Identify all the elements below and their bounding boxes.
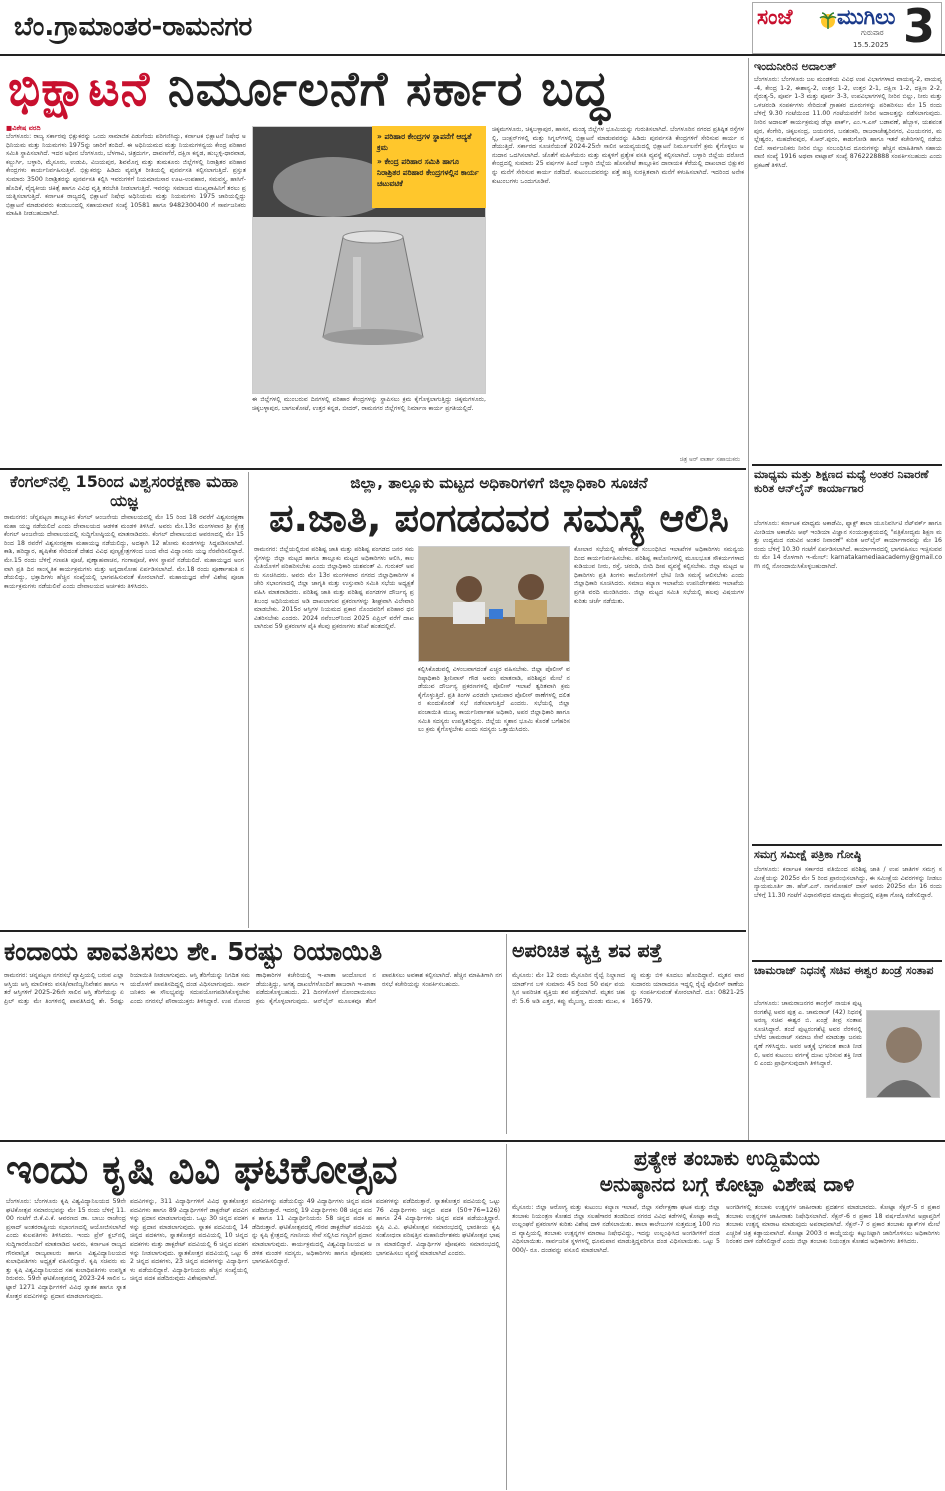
masthead-name-part1: ಸಂಜೆ [757, 5, 793, 29]
lead-headline-red: ಭಿಕ್ಷಾಟನೆ [8, 61, 151, 117]
sidebar-divider [748, 58, 749, 1140]
info-item: » ಕೇಂದ್ರ ಪರಿಹಾರ ಸಮಿತಿ ಹಾಗೂ ನಿರಾಶ್ರಿತರ ಪರಿಹಾರ ಕೇಂದ್ರಗಳಲ್ಲಿನ ಕಾರ್ಯ ಚಟುವಟಿಕೆ [377, 157, 479, 188]
tobacco-headline-line2: ಅನುಷ್ಠಾನದ ಬಗ್ಗೆ ಕೋಟ್ಪಾ ವಿಶೇಷ ದಾಳಿ [599, 1172, 855, 1196]
meeting-photo [418, 546, 570, 662]
lead-col2-text: ಈ ಜಿಲ್ಲೆಗಳಲ್ಲಿ ಮುಂಬರುವ ದಿನಗಳಲ್ಲಿ ಪರಿಹಾರ ಕೇಂದ್ರಗಳನ್ನು ಸ್ಥಾಪಿಸಲು ಕ್ರಮ ಕೈಗೊಳ್ಳಲಾಗುತ್ತಿದ್ದು ಚಿಕ್ಕಮಗಳೂರು, ಚಿಕ್ಕಬಳ್ಳಾಪುರ, ಬಾಗಲಕೋಟೆ, ಉತ್ತರ ಕನ್ನಡ, ಬೀದರ್, ರಾಮನಗರ ಜಿಲ್ಲೆಗಳಲ್ಲಿ ನಿರ್ಮಾಣ ಕಾರ್ಯ ಪ್ರಗತಿಯಲ್ಲಿದೆ. [252, 396, 486, 412]
lead-headline [0, 58, 750, 120]
header-rule [0, 54, 945, 56]
lead-col1-text: ಬೆಂಗಳೂರು: ರಾಜ್ಯ ಸರ್ಕಾರವು ಭಿಕ್ಷುಕರನ್ನು ಒಂದು ಸಾಮಾಜಿಕ ಪಿಡುಗೆಂದು ಪರಿಗಣಿಸಿದ್ದು, ಕರ್ನಾಟಕ ಭಿಕ್ಷಾಟನೆ ನಿಷೇಧ ಅಧಿನಿಯಮ ಮತ್ತು ನಿಯಮಗಳು 1975ನ್ನು ಜಾರಿಗೆ ತಂದಿದೆ. ಈ ಅಧಿನಿಯಮದ ಮತ್ತು ನಿಯಮಗಳನ್ವಯ ಕೇಂದ್ರ ಪರಿಹಾರ ಸಮಿತಿ ಸ್ಥಾಪಿಸಲಾಗಿದೆ. ಇದರ ಅಧೀನ ಬೆಂಗಳೂರು, ಬೆಳಗಾವಿ, ಚಿತ್ರದುರ್ಗ, ದಾವಣಗೆರೆ, ದಕ್ಷಿಣ ಕನ್ನಡ, ಹುಬ್ಬಳ್ಳಿ-ಧಾರವಾಡ, ಕಲ್ಬುರ್ಗಿ, ಬಳ್ಳಾರಿ, ಮೈಸೂರು, ಉಡುಪಿ, ವಿಜಯಪುರ, ಶಿವಮೊಗ್ಗ ಮತ್ತು ತುಮಕೂರು ಜಿಲ್ಲೆಗಳಲ್ಲಿ ನಿರಾಶ್ರಿತರ ಪರಿಹಾರ ಕೇಂದ್ರಗಳು ಕಾರ್ಯನಿರ್ವಹಿಸುತ್ತಿವೆ. ಭಿಕ್ಷುಕರನ್ನು ಹಿಡಿದು ವ್ಯವಸ್ಥಿತ ರೀತಿಯಲ್ಲಿ ಪುನರ್ವಸತಿ ಕಲ್ಪಿಸಲಾಗುತ್ತಿದೆ. ಪ್ರಸ್ತುತ ಸುಮಾರು 3500 ನಿರಾಶ್ರಿತರನ್ನು ಪುನರ್ವಸತಿ ಕಲ್ಪಿಸಿ ಇವರುಗಳಿಗೆ ನಿಯಮಾನುಸಾರ ಊಟ-ಉಪಹಾರ, ಸಮವಸ್ತ್ರ, ಹಾಸಿಗೆ-ಹೊದಿಕೆ, ವೈದ್ಯಕೀಯ ಚಿಕಿತ್ಸೆ ಹಾಗೂ ವಿವಿಧ ವೃತ್ತಿ ತರಬೇತಿ ನೀಡಲಾಗುತ್ತಿದೆ. ಇವರನ್ನು ಸಮಾಜದ ಮುಖ್ಯವಾಹಿನಿಗೆ ತರಲು ಪ್ರಯತ್ನಿಸಲಾಗುತ್ತಿದೆ. ಕರ್ನಾಟಕ ರಾಜ್ಯದಲ್ಲಿ ಭಿಕ್ಷಾಟನೆ ನಿಷೇಧ ಅಧಿನಿಯಮ ಮತ್ತು ನಿಯಮಗಳು 1975 ಜಾರಿಯಲ್ಲಿದ್ದು ಭಿಕ್ಷಾಟನೆ ಮಾಡುವವರು ಕಂಡುಬಂದಲ್ಲಿ ಸಹಾಯವಾಣಿ ಸಂಖ್ಯೆ 10581 ಹಾಗೂ 9482300400 ಗೆ ಸಾರ್ವಜನಿಕರು ಮಾಹಿತಿ ನೀಡಬಹುದಾಗಿದೆ. [6, 133, 246, 218]
scst-col3-text: ಕೋಲಾರ ಸಭೆಯಲ್ಲಿ ಹೇಳಿದಂತೆ ಸಂಬಂಧಿಸಿದ ಇಲಾಖೆಗಳ ಅಧಿಕಾರಿಗಳು ಸಮನ್ವಯದಿಂದ ಕಾರ್ಯನಿರ್ವಹಿಸಬೇಕು. ಪರಿಶಿಷ್ಟ ಕಾಲೋನಿಗಳಲ್ಲಿ ಮೂಲಭೂತ ಸೌಕರ್ಯಗಳಾದ ಕುಡಿಯುವ ನೀರು, ರಸ್ತೆ, ಚರಂಡಿ, ಬೀದಿ ದೀಪ ವ್ಯವಸ್ಥೆ ಕಲ್ಪಿಸಬೇಕು. ಜಿಲ್ಲಾ ಮಟ್ಟದ ಅಧಿಕಾರಿಗಳು ಪ್ರತಿ ತಿಂಗಳು ಕಾಲೋನಿಗಳಿಗೆ ಭೇಟಿ ನೀಡಿ ಸಮಸ್ಯೆ ಆಲಿಸಬೇಕು ಎಂದು ಜಿಲ್ಲಾಧಿಕಾರಿ ಸೂಚಿಸಿದರು. ಸಮಾಜ ಕಲ್ಯಾಣ ಇಲಾಖೆಯ ಉಪನಿರ್ದೇಶಕರು ಇಲಾಖೆಯ ಪ್ರಗತಿ ವರದಿ ಮಂಡಿಸಿದರು. ಜಿಲ್ಲಾ ಮಟ್ಟದ ಸಮಿತಿ ಸಭೆಯಲ್ಲಿ ಹಲವು ವಿಷಯಗಳ ಕುರಿತು ಚರ್ಚೆ ನಡೆಯಿತು. [574, 546, 744, 605]
sidebar-rule [752, 464, 942, 466]
masthead-day: ಗುರುವಾರ [861, 29, 884, 37]
sidebar-rule [752, 960, 942, 962]
meeting-illustration [419, 547, 570, 662]
sidebar-obit-title: ಚಾಮರಾಜ್ ನಿಧನಕ್ಕೆ ಸಚಿವ ಈಶ್ವರ ಖಂಡ್ರೆ ಸಂತಾಪ [754, 964, 934, 977]
lead-headline-black: ನಿರ್ಮೂಲನೆಗೆ ಸರ್ಕಾರ ಬದ್ಧ [167, 61, 611, 117]
section-rule [0, 930, 746, 932]
portrait-placeholder-icon [867, 1011, 940, 1098]
tax-text: ರಾಮನಗರ: ಚನ್ನಪಟ್ಟಣ ನಗರಸಭೆ ವ್ಯಾಪ್ತಿಯಲ್ಲಿ ಬರುವ ಎಲ್ಲಾ ಆಸ್ತಿಯ ಆಸ್ತಿ ಮಾಲೀಕರು ವಸತಿ/ವಾಣಿಜ್ಯ/ನಿವೇಶನ ಹಾಗೂ ಇತರೆ ಆಸ್ತಿಗಳಿಗೆ 2025-26ನೇ ಸಾಲಿನ ಆಸ್ತಿ ತೆರಿಗೆಯನ್ನು ಏಪ್ರಿಲ್ ಮತ್ತು ಮೇ ತಿಂಗಳಿನಲ್ಲಿ ಪಾವತಿಸಿದಲ್ಲಿ ಶೇ. 5ರಷ್ಟು ರಿಯಾಯಿತಿ ನೀಡಲಾಗುವುದು. ಆಸ್ತಿ ತೆರಿಗೆಯನ್ನು ನಿಗದಿತ ಸಮಯದೊಳಗೆ ಪಾವತಿಸದಿದ್ದಲ್ಲಿ ದಂಡ ವಿಧಿಸಲಾಗುವುದು. ಸಾರ್ವಜನಿಕರು ಈ ಸೌಲಭ್ಯವನ್ನು ಸದುಪಯೋಗಪಡಿಸಿಕೊಳ್ಳಬೇಕು ಎಂದು ನಗರಸಭೆ ಪೌರಾಯುಕ್ತರು ತಿಳಿಸಿದ್ದಾರೆ. ಉಪ ನೋಂದಣಾಧಿಕಾರಿಗಳ ಕಚೇರಿಯಲ್ಲಿ ಇ-ಖಾತಾ ಆಂದೋಲನ ನಡೆಯುತ್ತಿದ್ದು, ಅಗತ್ಯ ದಾಖಲೆಗಳೊಂದಿಗೆ ಹಾಜರಾಗಿ ಇ-ಖಾತಾ ಪಡೆದುಕೊಳ್ಳಬಹುದು. 21 ದಿನಗಳೊಳಗೆ ನೋಂದಾಯಿಸಲು ಕ್ರಮ ಕೈಗೊಳ್ಳಲಾಗುವುದು. ಆನ್‌ಲೈನ್ ಮೂಲಕವೂ ತೆರಿಗೆ ಪಾವತಿಸಲು ಅವಕಾಶ ಕಲ್ಪಿಸಲಾಗಿದೆ. ಹೆಚ್ಚಿನ ಮಾಹಿತಿಗಾಗಿ ನಗರಸಭೆ ಕಚೇರಿಯನ್ನು ಸಂಪರ್ಕಿಸಬಹುದು. [4, 972, 502, 1005]
sidebar-review-text: ಬೆಂಗಳೂರು: ಕರ್ನಾಟಕ ಸರ್ಕಾರದ ವತಿಯಿಂದ ಪರಿಶಿಷ್ಟ ಜಾತಿ / ಉಪ ಜಾತಿಗಳ ಸಮಗ್ರ ಸಮೀಕ್ಷೆಯನ್ನು 2025ರ ಮೇ 5 ರಿಂದ ಪ್ರಾರಂಭಿಸಲಾಗಿದ್ದು, ಈ ಸಮೀಕ್ಷೆಯ ವಿವರಗಳನ್ನು ನೀಡಲು ನ್ಯಾಯಮೂರ್ತಿ ಡಾ. ಹೆಚ್.ಎನ್. ನಾಗಮೋಹನ್ ದಾಸ್ ಅವರು 2025ರ ಮೇ 16 ರಂದು ಬೆಳಿಗ್ಗೆ 11.30 ಗಂಟೆಗೆ ವಿಧಾನಸೌಧದ ಮಾಧ್ಯಮ ಕೇಂದ್ರದಲ್ಲಿ ಪತ್ರಿಕಾ ಗೋಷ್ಠಿ ನಡೆಸಲಿದ್ದಾರೆ. [754, 866, 942, 899]
lead-credit: ಚಿತ್ರ ಅರ್ ವಾರ್ತಾ ಸಹಾಯಕರು [679, 456, 740, 463]
convocation-col3-text: ಪದವಿಗಳನ್ನು ಪಡೆಯಲಿದ್ದು 49 ವಿದ್ಯಾರ್ಥಿಗಳು ಚಿನ್ನದ ಪದಕ ಪಡೆದಿರುತ್ತಾರೆ. ಇದರಲ್ಲಿ 19 ವಿದ್ಯಾರ್ಥಿಗಳು 08 ಚಿನ್ನದ ಪದಕ ಹಾಗೂ 11 ವಿದ್ಯಾರ್ಥಿನಿಯರು 58 ಚಿನ್ನದ ಪದಕ ಪಡೆದಿರುತ್ತಾರೆ. ಘಟಿಕೋತ್ಸವದಲ್ಲಿ ಗೌರವ ಡಾಕ್ಟರೇಟ್ ಪದವಿಯನ್ನು ಕೃಷಿ ಕ್ಷೇತ್ರದಲ್ಲಿ ಗಣನೀಯ ಸೇವೆ ಸಲ್ಲಿಸಿದ ಗಣ್ಯರಿಗೆ ಪ್ರದಾನ ಮಾಡಲಾಗುವುದು. ಕಾರ್ಯಕ್ರಮದಲ್ಲಿ ವಿಶ್ವವಿದ್ಯಾನಿಲಯದ ಆಡಳಿತ ಮಂಡಳಿ ಸದಸ್ಯರು, ಅಧಿಕಾರಿಗಳು ಹಾಗೂ ಪೋಷಕರು ಭಾಗವಹಿಸಲಿದ್ದಾರೆ. [252, 1198, 372, 1266]
kengal-headline: ಕೆಂಗಲ್‌ನಲ್ಲಿ 15ರಿಂದ ವಿಶ್ವಸಂರಕ್ಷಣಾ ಮಹಾ ಯಜ್ಞ [9, 472, 239, 510]
sidebar-media-title: ಮಾಧ್ಯಮ ಮತ್ತು ಶಿಕ್ಷಣದ ಮಧ್ಯೆ ಅಂತರ ನಿವಾರಣೆ ಕುರಿತ ಆನ್‌ಲೈನ್ ಕಾರ್ಯಾಗಾರ [754, 468, 929, 495]
convocation-col4-text: ಪದಕಗಳನ್ನು ಪಡೆದಿರುತ್ತಾರೆ. ಸ್ನಾತಕೋತ್ತರ ಪದವಿಯಲ್ಲಿ ಒಟ್ಟು 76 ವಿದ್ಯಾರ್ಥಿಗಳು ಚಿನ್ನದ ಪದಕ (50+76=126) ಹಾಗೂ 24 ವಿದ್ಯಾರ್ಥಿಗಳು ಚಿನ್ನದ ಪದಕ ಪಡೆಯುತ್ತಿದ್ದಾರೆ. ಕೃಷಿ ವಿ.ವಿ. ಘಟಿಕೋತ್ಸವ ಸಮಾರಂಭದಲ್ಲಿ ಭಾರತೀಯ ಕೃಷಿ ಸಂಶೋಧನಾ ಪರಿಷತ್ತಿನ ಮಹಾನಿರ್ದೇಶಕರು ಘಟಿಕೋತ್ಸವ ಭಾಷಣ ಮಾಡಲಿದ್ದಾರೆ. ವಿದ್ಯಾರ್ಥಿಗಳ ಪೋಷಕರು ಸಮಾರಂಭದಲ್ಲಿ ಭಾಗವಹಿಸಲು ವ್ಯವಸ್ಥೆ ಮಾಡಲಾಗಿದೆ ಎಂದರು. [376, 1198, 500, 1257]
tobacco-col2-text: ಅಂಗಡಿಗಳಲ್ಲಿ ತಂಬಾಕು ಉತ್ಪನ್ನಗಳ ಜಾಹೀರಾತು ಪ್ರದರ್ಶನ ಮಾಡಬಾರದು. ಕೋಟ್ಪಾ ಸೆಕ್ಷನ್-5 ರ ಪ್ರಕಾರ ತಂಬಾಕು ಉತ್ಪನ್ನಗಳ ಜಾಹೀರಾತು ನಿಷೇಧಿಸಲಾಗಿದೆ. ಸೆಕ್ಷನ್-6 ರ ಪ್ರಕಾರ 18 ವರ್ಷದೊಳಗಿನ ಅಪ್ರಾಪ್ತರಿಗೆ ತಂಬಾಕು ಉತ್ಪನ್ನ ಮಾರಾಟ ಮಾಡುವುದು ಅಪರಾಧವಾಗಿದೆ. ಸೆಕ್ಷನ್-7 ರ ಪ್ರಕಾರ ತಂಬಾಕು ಪ್ಯಾಕ್‌ಗಳ ಮೇಲೆ ಎಚ್ಚರಿಕೆ ಚಿತ್ರ ಕಡ್ಡಾಯವಾಗಿದೆ. ಕೋಟ್ಪಾ 2003 ರ ಕಾಯ್ದೆಯನ್ನು ಕಟ್ಟುನಿಟ್ಟಾಗಿ ಜಾರಿಗೊಳಿಸಲು ಅಧಿಕಾರಿಗಳು ನಿರಂತರ ದಾಳಿ ನಡೆಸಲಿದ್ದಾರೆ ಎಂದು ಜಿಲ್ಲಾ ತಂಬಾಕು ನಿಯಂತ್ರಣ ಕೋಶದ ಅಧಿಕಾರಿಗಳು ತಿಳಿಸಿದರು. [726, 1204, 940, 1246]
sidebar-obit-text: ಬೆಂಗಳೂರು: ಚಾಮರಾಜನಗರ ಕಾಂಗ್ರೆಸ್ ನಾಯಕ ಪುಟ್ಟರಂಗಶೆಟ್ಟಿ ಅವರ ಪುತ್ರ ಎ. ಚಾಮರಾಜ್ (42) ನಿಧನಕ್ಕೆ ಅರಣ್ಯ ಸಚಿವ ಈಶ್ವರ ಬಿ. ಖಂಡ್ರೆ ತೀವ್ರ ಸಂತಾಪ ಸೂಚಿಸಿದ್ದಾರೆ. ತಂದೆ ಪುಟ್ಟರಂಗಶೆಟ್ಟಿ ಅವರ ನೆರಳಿನಲ್ಲಿ ಬೆಳೆದ ಚಾಮರಾಜ್ ಸಮಾಜ ಸೇವೆ ಮಾಡುತ್ತಾ ಜನಮನ್ನಣೆ ಗಳಿಸಿದ್ದರು. ಅವರ ಆತ್ಮಕ್ಕೆ ಭಗವಂತ ಶಾಂತಿ ನೀಡಲಿ, ಅವರ ಕುಟುಂಬ ವರ್ಗಕ್ಕೆ ದುಃಖ ಭರಿಸುವ ಶಕ್ತಿ ನೀಡಲಿ ಎಂದು ಪ್ರಾರ್ಥಿಸುವುದಾಗಿ ತಿಳಿಸಿದ್ದಾರೆ. [754, 1000, 862, 1068]
column-divider [506, 1144, 507, 1490]
masthead-name-part2: ಮುಗಿಲು [837, 5, 896, 29]
convocation-col1-text: ಬೆಂಗಳೂರು: ಬೆಂಗಳೂರು ಕೃಷಿ ವಿಶ್ವವಿದ್ಯಾನಿಲಯದ 59ನೇ ಘಟಿಕೋತ್ಸವ ಸಮಾರಂಭವನ್ನು ಮೇ 15 ರಂದು ಬೆಳಿಗ್ಗೆ 11.00 ಗಂಟೆಗೆ ಜಿ.ಕೆ.ವಿ.ಕೆ. ಆವರಣದ ಡಾ. ಬಾಬು ರಾಜೇಂದ್ರ ಪ್ರಸಾದ್ ಅಂತರರಾಷ್ಟ್ರೀಯ ಸಭಾಂಗಣದಲ್ಲಿ ಆಯೋಜಿಸಲಾಗಿದೆ ಎಂದು ಕುಲಪತಿಗಳು ತಿಳಿಸಿದರು. ಇಂದು ಪ್ರೆಸ್ ಕ್ಲಬ್‌ನಲ್ಲಿ ಸುದ್ದಿಗಾರರೊಂದಿಗೆ ಮಾತನಾಡಿದ ಅವರು, ಕರ್ನಾಟಕ ರಾಜ್ಯದ ಗೌರವಾನ್ವಿತ ರಾಜ್ಯಪಾಲರು ಹಾಗೂ ವಿಶ್ವವಿದ್ಯಾನಿಲಯದ ಕುಲಾಧಿಪತಿಗಳು ಅಧ್ಯಕ್ಷತೆ ವಹಿಸಲಿದ್ದಾರೆ. ಕೃಷಿ ಸಚಿವರು ಮತ್ತು ಕೃಷಿ ವಿಶ್ವವಿದ್ಯಾನಿಲಯದ ಸಹ ಕುಲಾಧಿಪತಿಗಳು ಉಪಸ್ಥಿತರಿರುವರು. 59ನೇ ಘಟಿಕೋತ್ಸವದಲ್ಲಿ 2023-24 ಸಾಲಿನ ಒಟ್ಟಾರೆ 1271 ವಿದ್ಯಾರ್ಥಿಗಳಿಗೆ ವಿವಿಧ ಸ್ನಾತಕ ಹಾಗೂ ಸ್ನಾತಕೋತ್ತರ ಪದವಿಗಳನ್ನು ಪ್ರದಾನ ಮಾಡಲಾಗುವುದು. [6, 1198, 126, 1300]
scst-headline: ಪ.ಜಾತಿ, ಪಂಗಡದವರ ಸಮಸ್ಯೆ ಆಲಿಸಿ [269, 496, 729, 540]
sidebar-media-text: ಬೆಂಗಳೂರು: ಕರ್ನಾಟಕ ಮಾಧ್ಯಮ ಅಕಾಡೆಮಿ, ಫ್ಯಾಕ್ಟ್ ಶಾಲಾ ಯೂನಿವರ್ಸಿಟಿ ನೆಟ್‌ವರ್ಕ್ ಹಾಗೂ ಮೀಡಿಯಾ ಅಕಾಡೆಮಿ ಆಫ್ ಇಂಡಿಯಾ ವಿಜ್ಞಾನ ಸಂಯುಕ್ತಾಶ್ರಯದಲ್ಲಿ "ಪತ್ರಿಕೋದ್ಯಮ ಶಿಕ್ಷಣ ಮತ್ತು ಉದ್ಯಮದ ನಡುವಿನ ಅಂತರ ನಿವಾರಣೆ" ಕುರಿತ ಆನ್‌ಲೈನ್ ಕಾರ್ಯಾಗಾರವನ್ನು ಮೇ 16 ರಂದು ಬೆಳಿಗ್ಗೆ 10.30 ಗಂಟೆಗೆ ಏರ್ಪಡಿಸಲಾಗಿದೆ. ಕಾರ್ಯಾಗಾರದಲ್ಲಿ ಭಾಗವಹಿಸಲು ಇಚ್ಛಿಸುವವರು ಮೇ 14 ರೊಳಗಾಗಿ ಇ-ಮೇಲ್: karnatakamediaacademy@gmail.com ನಲ್ಲಿ ನೋಂದಾಯಿಸಿಕೊಳ್ಳಬಹುದಾಗಿದೆ. [754, 520, 942, 570]
sidebar-court-text: ಬೆಂಗಳೂರು: ಬೆಂಗಳೂರು ಜಲ ಮಂಡಳಿಯ ವಿವಿಧ ಉಪ ವಿಭಾಗಗಳಾದ ವಾಯವ್ಯ-2, ವಾಯವ್ಯ-4, ಕೇಂದ್ರ 1-2, ಈಶಾನ್ಯ-2, ಉತ್ತರ 1-2, ಉತ್ತರ 2-1, ದಕ್ಷಿಣ 1-2, ದಕ್ಷಿಣ 2-2, ನೈರುತ್ಯ-5, ಪೂರ್ವ 1-3 ಮತ್ತು ಪೂರ್ವ 3-3, ಉಪವಿಭಾಗಗಳಲ್ಲಿ ನೀರಿನ ಬಿಲ್ಲು, ನೀರು ಮತ್ತು ಒಳಚರಂಡಿ ಸಂಪರ್ಕಗಳು ಸೇರಿದಂತೆ ಗ್ರಾಹಕರ ದೂರುಗಳನ್ನು ಪರಿಹರಿಸಲು ಮೇ 15 ರಂದು ಬೆಳಿಗ್ಗೆ 9.30 ಗಂಟೆಯಿಂದ 11.00 ಗಂಟೆಯವರೆಗೆ ನೀರಿನ ಅದಾಲತ್ತನ್ನು ನಡೆಸಲಾಗುವುದು. ನೀರಿನ ಅದಾಲತ್ ಕಾರ್ಯಕ್ರಮವು ಡೆಲ್ಟಾ ಪಾರ್ಕ್, ಎಂ.ಇ.ಎಸ್ ಬಡಾವಣೆ, ಹೆಬ್ಬಾಳ, ಯಶವಂತಪುರ, ಕೆಂಗೇರಿ, ಚಿಕ್ಕಲಸಂದ್ರ, ಜಯನಗರ, ಬನಶಂಕರಿ, ರಾಜರಾಜೇಶ್ವರಿನಗರ, ವಿಜಯನಗರ, ಮಲ್ಲೇಶ್ವರಂ, ಮಹದೇವಪುರ, ಕೆ.ಆರ್.ಪುರಂ, ಕಾಡುಗೋಡಿ ಹಾಗೂ ಇತರೆ ಕಚೇರಿಗಳಲ್ಲಿ ನಡೆಯಲಿದೆ. ಸಾರ್ವಜನಿಕರು ನೀರಿನ ಬಿಲ್ಲು ಸಂಬಂಧಿಸಿದ ದೂರುಗಳನ್ನು ಹೆಚ್ಚಿನ ಮಾಹಿತಿಗಾಗಿ ಸಹಾಯವಾಣಿ ಸಂಖ್ಯೆ 1916 ಅಥವಾ ವಾಟ್ಸಾಪ್ ಸಂಖ್ಯೆ 8762228888 ಸಂಪರ್ಕಿಸಬಹುದು ಎಂದು ಪ್ರಕಟಣೆ ತಿಳಿಸಿದೆ. [754, 76, 942, 169]
tobacco-headline-line1: ಪ್ರತ್ಯೇಕ ತಂಬಾಕು ಉದ್ದಿಮೆಯ [634, 1146, 820, 1170]
masthead-date: 15.5.2025 [853, 41, 889, 49]
scst-col1-text: ರಾಮನಗರ: ಜಿಲ್ಲೆಯಲ್ಲಿರುವ ಪರಿಶಿಷ್ಟ ಜಾತಿ ಮತ್ತು ಪರಿಶಿಷ್ಟ ಪಂಗಡದ ಜನರ ಸಮಸ್ಯೆಗಳನ್ನು ಜಿಲ್ಲಾ ಮಟ್ಟದ ಹಾಗೂ ತಾಲ್ಲೂಕು ಮಟ್ಟದ ಅಧಿಕಾರಿಗಳು ಆಲಿಸಿ, ಕಾಲಮಿತಿಯೊಳಗೆ ಪರಿಹರಿಸಬೇಕು ಎಂದು ಜಿಲ್ಲಾಧಿಕಾರಿ ಯಶವಂತ್ ವಿ. ಗುರುಕರ್ ಅವರು ಸೂಚಿಸಿದರು. ಅವರು ಮೇ 13ರ ಮಂಗಳವಾರ ನಗರದ ಜಿಲ್ಲಾಧಿಕಾರಿಗಳ ಕಚೇರಿ ಸಭಾಂಗಣದಲ್ಲಿ ಜಿಲ್ಲಾ ಜಾಗೃತಿ ಮತ್ತು ಉಸ್ತುವಾರಿ ಸಮಿತಿ ಸಭೆಯ ಅಧ್ಯಕ್ಷತೆ ವಹಿಸಿ ಮಾತನಾಡಿದರು. ಪರಿಶಿಷ್ಟ ಜಾತಿ ಮತ್ತು ಪರಿಶಿಷ್ಟ ಪಂಗಡಗಳ ದೌರ್ಜನ್ಯ ಪ್ರತಿಬಂಧ ಅಧಿನಿಯಮದ ಅಡಿ ದಾಖಲಾಗುವ ಪ್ರಕರಣಗಳನ್ನು ಶೀಘ್ರವಾಗಿ ವಿಲೇವಾರಿ ಮಾಡಬೇಕು. 2015ರ ಆಸ್ತಿಗಳ ನಿಯಮದ ಪ್ರಕಾರ ನೊಂದವರಿಗೆ ಪರಿಹಾರ ಧನ ವಿತರಿಸಬೇಕು ಎಂದರು. 2024 ನವೆಂಬರ್‌ನಿಂದ 2025 ಏಪ್ರಿಲ್ ವರೆಗೆ ದಾಖಲಾಗಿರುವ 59 ಪ್ರಕರಣಗಳ ಪೈಕಿ ಕೆಲವು ಪ್ರಕರಣಗಳು ತನಿಖೆ ಹಂತದಲ್ಲಿವೆ. [254, 546, 414, 631]
page-number: 3 [903, 0, 936, 53]
section-rule [0, 1140, 945, 1142]
column-divider [248, 472, 249, 928]
convocation-headline: ಇಂದು ಕೃಷಿ ವಿವಿ ಘಟಿಕೋತ್ಸವ [6, 1147, 398, 1193]
sidebar-rule [752, 844, 942, 846]
body-found-text: ಮೈಸೂರು: ಮೇ 12 ರಂದು ಮೈಸೂರಿನ ರೈಲ್ವೆ ನಿಲ್ದಾಣದ ಯಾರ್ಡ್‌ನ ಬಳಿ ಸುಮಾರು 45 ರಿಂದ 50 ವರ್ಷ ವಯಸ್ಸಿನ ಅಪರಿಚಿತ ವ್ಯಕ್ತಿಯ ಶವ ಪತ್ತೆಯಾಗಿದೆ. ಮೃತನ ಚಹರೆ: 5.6 ಅಡಿ ಎತ್ತರ, ಕಪ್ಪು ಮೈಬಣ್ಣ, ದುಂಡು ಮುಖ, ಕಪ್ಪು ಮತ್ತು ಬಿಳಿ ಕೂದಲು ಹೊಂದಿದ್ದಾನೆ. ಮೃತನ ವಾರಸುದಾರರು ಯಾರಾದರೂ ಇದ್ದಲ್ಲಿ ರೈಲ್ವೆ ಪೊಲೀಸ್ ಠಾಣೆಯನ್ನು ಸಂಪರ್ಕಿಸುವಂತೆ ಕೋರಲಾಗಿದೆ. ದೂ: 0821-2516579. [512, 972, 744, 1005]
lead-byline: ■ವಿಶೇಷ ವರದಿ [6, 124, 41, 132]
masthead [752, 2, 942, 54]
section-label: ಬೆಂ.ಗ್ರಾಮಾಂತರ-ರಾಮನಗರ [14, 12, 253, 42]
palm-tree-logo-icon [819, 11, 837, 29]
lead-col3-text: ಚಿಕ್ಕಮಗಳೂರು, ಚಿಕ್ಕಬಳ್ಳಾಪುರ, ಹಾಸನ, ಮಂಡ್ಯ ಜಿಲ್ಲೆಗಳ ಭೂಮಿಯನ್ನು ಗುರುತಿಸಲಾಗಿದೆ. ಬೆಂಗಳೂರಿನ ನಗರದ ಪ್ರತಿಷ್ಠಿತ ರಸ್ತೆಗಳಲ್ಲಿ, ಜಂಕ್ಷನ್‌ಗಳಲ್ಲಿ ಮತ್ತು ಸಿಗ್ನಲ್‌ಗಳಲ್ಲಿ ಭಿಕ್ಷಾಟನೆ ಮಾಡುವವರನ್ನು ಹಿಡಿದು ಪುನರ್ವಸತಿ ಕೇಂದ್ರಗಳಿಗೆ ಸೇರಿಸುವ ಕಾರ್ಯ ನಡೆಯುತ್ತಿದೆ. ಸರ್ಕಾರದ ಸೂಚನೆಯಂತೆ 2024-25ನೇ ಸಾಲಿನ ಆಯವ್ಯಯದಲ್ಲಿ ಭಿಕ್ಷಾಟನೆ ನಿರ್ಮೂಲನೆಗೆ ಕ್ರಮ ಕೈಗೊಳ್ಳಲು ಅನುದಾನ ಒದಗಿಸಲಾಗಿದೆ. ಜೊತೆಗೆ ಮಹಿಳೆಯರು ಮತ್ತು ಮಕ್ಕಳಿಗೆ ಪ್ರತ್ಯೇಕ ವಸತಿ ವ್ಯವಸ್ಥೆ ಕಲ್ಪಿಸಲಾಗಿದೆ. ಬಳ್ಳಾರಿ ಜಿಲ್ಲೆಯ ದರೋಜಿ ಕೇಂದ್ರದಲ್ಲಿ ಸುಮಾರು 25 ವರ್ಷಗಳ ಹಿಂದೆ ಬಳ್ಳಾರಿ ಜಿಲ್ಲೆಯ ಹೊಸಪೇಟೆ ತಾಲ್ಲೂಕಿನ ದಾನಾಯಕ ಕೆರೆಯಲ್ಲಿ ದಾಖಲಾದ ಭಿಕ್ಷುಕರನ್ನು ಮನೆಗೆ ಸೇರಿಸುವ ಕಾರ್ಯ ನಡೆದಿದೆ. ಕುಟುಂಬದವರನ್ನು ಪತ್ತೆ ಹಚ್ಚಿ ಸುರಕ್ಷಿತವಾಗಿ ಮನೆಗೆ ಕಳುಹಿಸಲಾಗಿದೆ. ಇದರಿಂದ ಅನೇಕ ಕುಟುಂಬಗಳು ಒಂದುಗೂಡಿವೆ. [492, 126, 744, 185]
lead-info-box [372, 126, 486, 208]
obituary-portrait [866, 1010, 940, 1098]
sidebar-review-title: ಸಮಗ್ರ ಸಮೀಕ್ಷೆ ಪತ್ರಿಕಾ ಗೋಷ್ಠಿ [754, 848, 862, 861]
convocation-col2-text: ಪದವಿಗಳನ್ನು, 311 ವಿದ್ಯಾರ್ಥಿಗಳಿಗೆ ವಿವಿಧ ಸ್ನಾತಕೋತ್ತರ ಪದವಿಗಳು ಹಾಗೂ 89 ವಿದ್ಯಾರ್ಥಿಗಳಿಗೆ ಡಾಕ್ಟರೇಟ್ ಪದವಿಗಳನ್ನು ಪ್ರದಾನ ಮಾಡಲಾಗುವುದು. ಒಟ್ಟು 30 ಚಿನ್ನದ ಪದಕಗಳನ್ನು ಪ್ರದಾನ ಮಾಡಲಾಗುವುದು. ಸ್ನಾತಕ ಪದವಿಯಲ್ಲಿ 14 ಚಿನ್ನದ ಪದಕಗಳು, ಸ್ನಾತಕೋತ್ತರ ಪದವಿಯಲ್ಲಿ 10 ಚಿನ್ನದ ಪದಕಗಳು ಮತ್ತು ಡಾಕ್ಟರೇಟ್ ಪದವಿಯಲ್ಲಿ 6 ಚಿನ್ನದ ಪದಕಗಳನ್ನು ನೀಡಲಾಗುವುದು. ಸ್ನಾತಕೋತ್ತರ ಪದವಿಯಲ್ಲಿ ಒಟ್ಟು 62 ಚಿನ್ನದ ಪದಕಗಳು, 23 ಚಿನ್ನದ ಪದಕಗಳನ್ನು ವಿದ್ಯಾರ್ಥಿಗಳು ಪಡೆಯಲಿದ್ದಾರೆ. ವಿದ್ಯಾರ್ಥಿನಿಯರು ಹೆಚ್ಚಿನ ಸಂಖ್ಯೆಯಲ್ಲಿ ಚಿನ್ನದ ಪದಕ ಪಡೆದಿರುವುದು ವಿಶೇಷವಾಗಿದೆ. [130, 1198, 248, 1283]
info-item: » ಪರಿಹಾರ ಕೇಂದ್ರಗಳ ಸ್ಥಾಪನೆಗೆ ಆದ್ಯತೆ ಕ್ರಮ [377, 132, 472, 152]
column-divider [506, 934, 507, 1134]
kengal-text: ರಾಮನಗರ: ಚೆನ್ನಪಟ್ಟಣ ತಾಲ್ಲೂಕಿನ ಕೆಂಗಲ್ ಆಂಜನೇಯ ದೇವಾಲಯದಲ್ಲಿ ಮೇ 15 ರಿಂದ 18 ರವರೆಗೆ ವಿಶ್ವಸಂರಕ್ಷಣಾ ಮಹಾ ಯಜ್ಞ ನಡೆಯಲಿದೆ ಎಂದು ದೇವಾಲಯದ ಆಡಳಿತ ಮಂಡಳಿ ತಿಳಿಸಿದೆ. ಅವರು ಮೇ.13ರ ಮಂಗಳವಾರ ಶ್ರೀ ಕ್ಷೇತ್ರ ಕೆಂಗಲ್ ಆಂಜನೇಯ ದೇವಾಲಯದಲ್ಲಿ ಸುದ್ದಿಗೋಷ್ಠಿಯಲ್ಲಿ ಮಾತನಾಡಿದರು. ಕೆಂಗಲ್ ದೇವಾಲಯದ ಆವರಣದಲ್ಲಿ ಮೇ 15 ರಿಂದ 18 ರವರೆಗೆ ವಿಶ್ವಸಂರಕ್ಷಣಾ ಮಹಾಯಜ್ಞ ನಡೆಯಲಿದ್ದು, ಅದಕ್ಕಾಗಿ 12 ಹೋಮ ಕುಂಡಗಳನ್ನು ಸಿದ್ಧಪಡಿಸಲಾಗಿದೆ. ಕಾಶಿ, ಹರಿದ್ವಾರ, ಹೃಷಿಕೇಶ ಸೇರಿದಂತೆ ದೇಶದ ವಿವಿಧ ಪುಣ್ಯಕ್ಷೇತ್ರಗಳಿಂದ ಬಂದ ವೇದ ವಿದ್ವಾಂಸರು ಯಜ್ಞ ನೆರವೇರಿಸಲಿದ್ದಾರೆ. ಮೇ.15 ರಂದು ಬೆಳಿಗ್ಗೆ ಗಣಪತಿ ಪೂಜೆ, ಪುಣ್ಯಾಹವಾಚನ, ಗಂಗಾಪೂಜೆ, ಕಳಸ ಸ್ಥಾಪನೆ ನಡೆಯಲಿದೆ. ಮಹಾಯಜ್ಞದ ಅಂಗವಾಗಿ ಪ್ರತಿ ದಿನ ಸಾಂಸ್ಕೃತಿಕ ಕಾರ್ಯಕ್ರಮಗಳು ಮತ್ತು ಅನ್ನದಾಸೋಹ ಏರ್ಪಡಿಸಲಾಗಿದೆ. ಮೇ.18 ರಂದು ಪೂರ್ಣಾಹುತಿ ನಡೆಯಲಿದ್ದು, ಭಕ್ತಾದಿಗಳು ಹೆಚ್ಚಿನ ಸಂಖ್ಯೆಯಲ್ಲಿ ಭಾಗವಹಿಸುವಂತೆ ಕೋರಲಾಗಿದೆ. ಮಹಾಯಜ್ಞದ ವೇಳೆ ವಿಶೇಷ ಪೂಜಾ ಕಾರ್ಯಕ್ರಮಗಳು ನಡೆಯಲಿವೆ ಎಂದು ದೇವಾಲಯದ ಅರ್ಚಕರು ತಿಳಿಸಿದರು. [4, 514, 244, 590]
body-found-headline: ಅಪರಿಚಿತ ವ್ಯಕ್ತಿ ಶವ ಪತ್ತೆ [512, 940, 662, 962]
scst-col2-text: ಕಲ್ಪಿಸಿಕೊಡುವಲ್ಲಿ ವಿಳಂಬವಾಗದಂತೆ ಎಚ್ಚರ ವಹಿಸಬೇಕು. ಜಿಲ್ಲಾ ಪೊಲೀಸ್ ವರಿಷ್ಠಾಧಿಕಾರಿ ಶ್ರೀನಿವಾಸ್ ಗೌಡ ಅವರು ಮಾತನಾಡಿ, ಪರಿಶಿಷ್ಟರ ಮೇಲೆ ನಡೆಯುವ ದೌರ್ಜನ್ಯ ಪ್ರಕರಣಗಳಲ್ಲಿ ಪೊಲೀಸ್ ಇಲಾಖೆ ತ್ವರಿತವಾಗಿ ಕ್ರಮ ಕೈಗೊಳ್ಳುತ್ತಿದೆ. ಪ್ರತಿ ತಿಂಗಳ ಎರಡನೇ ಭಾನುವಾರ ಪೊಲೀಸ್ ಠಾಣೆಗಳಲ್ಲಿ ದಲಿತರ ಕುಂದುಕೊರತೆ ಸಭೆ ನಡೆಸಲಾಗುತ್ತಿದೆ ಎಂದರು. ಸಭೆಯಲ್ಲಿ ಜಿಲ್ಲಾ ಪಂಚಾಯಿತಿ ಮುಖ್ಯ ಕಾರ್ಯನಿರ್ವಾಹಕ ಅಧಿಕಾರಿ, ಅಪರ ಜಿಲ್ಲಾಧಿಕಾರಿ ಹಾಗೂ ಸಮಿತಿ ಸದಸ್ಯರು ಉಪಸ್ಥಿತರಿದ್ದರು. ಜಿಲ್ಲೆಯ ಸ್ಮಶಾನ ಭೂಮಿ ಕೊರತೆ ಬಗೆಹರಿಸಲು ಕ್ರಮ ಕೈಗೊಳ್ಳಬೇಕು ಎಂದು ಸದಸ್ಯರು ಒತ್ತಾಯಿಸಿದರು. [418, 666, 570, 734]
tax-headline: ಕಂದಾಯ ಪಾವತಿಸಲು ಶೇ. 5ರಷ್ಟು ರಿಯಾಯಿತಿ [4, 937, 383, 966]
section-rule [0, 468, 746, 470]
tobacco-col1-text: ಮೈಸೂರು: ಜಿಲ್ಲಾ ಆರೋಗ್ಯ ಮತ್ತು ಕುಟುಂಬ ಕಲ್ಯಾಣ ಇಲಾಖೆ, ಜಿಲ್ಲಾ ಸರ್ವೇಕ್ಷಣಾ ಘಟಕ ಮತ್ತು ಜಿಲ್ಲಾ ತಂಬಾಕು ನಿಯಂತ್ರಣ ಕೋಶದ ಜಿಲ್ಲಾ ಸಲಹೆಗಾರರ ತಂಡದಿಂದ ನಗರದ ವಿವಿಧ ಕಡೆಗಳಲ್ಲಿ ಕೋಟ್ಪಾ ಕಾಯ್ದೆ ಉಲ್ಲಂಘನೆ ಪ್ರಕರಣಗಳ ಕುರಿತು ವಿಶೇಷ ದಾಳಿ ನಡೆಸಲಾಯಿತು. ಶಾಲಾ ಕಾಲೇಜುಗಳ ಸುತ್ತಮುತ್ತ 100 ಗಜದ ವ್ಯಾಪ್ತಿಯಲ್ಲಿ ತಂಬಾಕು ಉತ್ಪನ್ನಗಳ ಮಾರಾಟ ನಿಷೇಧವಿದ್ದು, ಇದನ್ನು ಉಲ್ಲಂಘಿಸಿದ ಅಂಗಡಿಗಳಿಗೆ ದಂಡ ವಿಧಿಸಲಾಯಿತು. ಸಾರ್ವಜನಿಕ ಸ್ಥಳಗಳಲ್ಲಿ ಧೂಮಪಾನ ಮಾಡುತ್ತಿದ್ದವರಿಗೂ ದಂಡ ವಿಧಿಸಲಾಯಿತು. ಒಟ್ಟು 5000/- ರೂ. ದಂಡವನ್ನು ವಸೂಲಿ ಮಾಡಲಾಗಿದೆ. [512, 1204, 720, 1254]
sidebar-court-title: ಇಂದುನೀರಿನ ಅದಾಲತ್ [754, 60, 837, 73]
scst-kicker: ಜಿಲ್ಲಾ, ತಾಲ್ಲೂಕು ಮಟ್ಟದ ಅಧಿಕಾರಿಗಳಿಗೆ ಜಿಲ್ಲಾಧಿಕಾರಿ ಸೂಚನೆ [350, 474, 648, 492]
